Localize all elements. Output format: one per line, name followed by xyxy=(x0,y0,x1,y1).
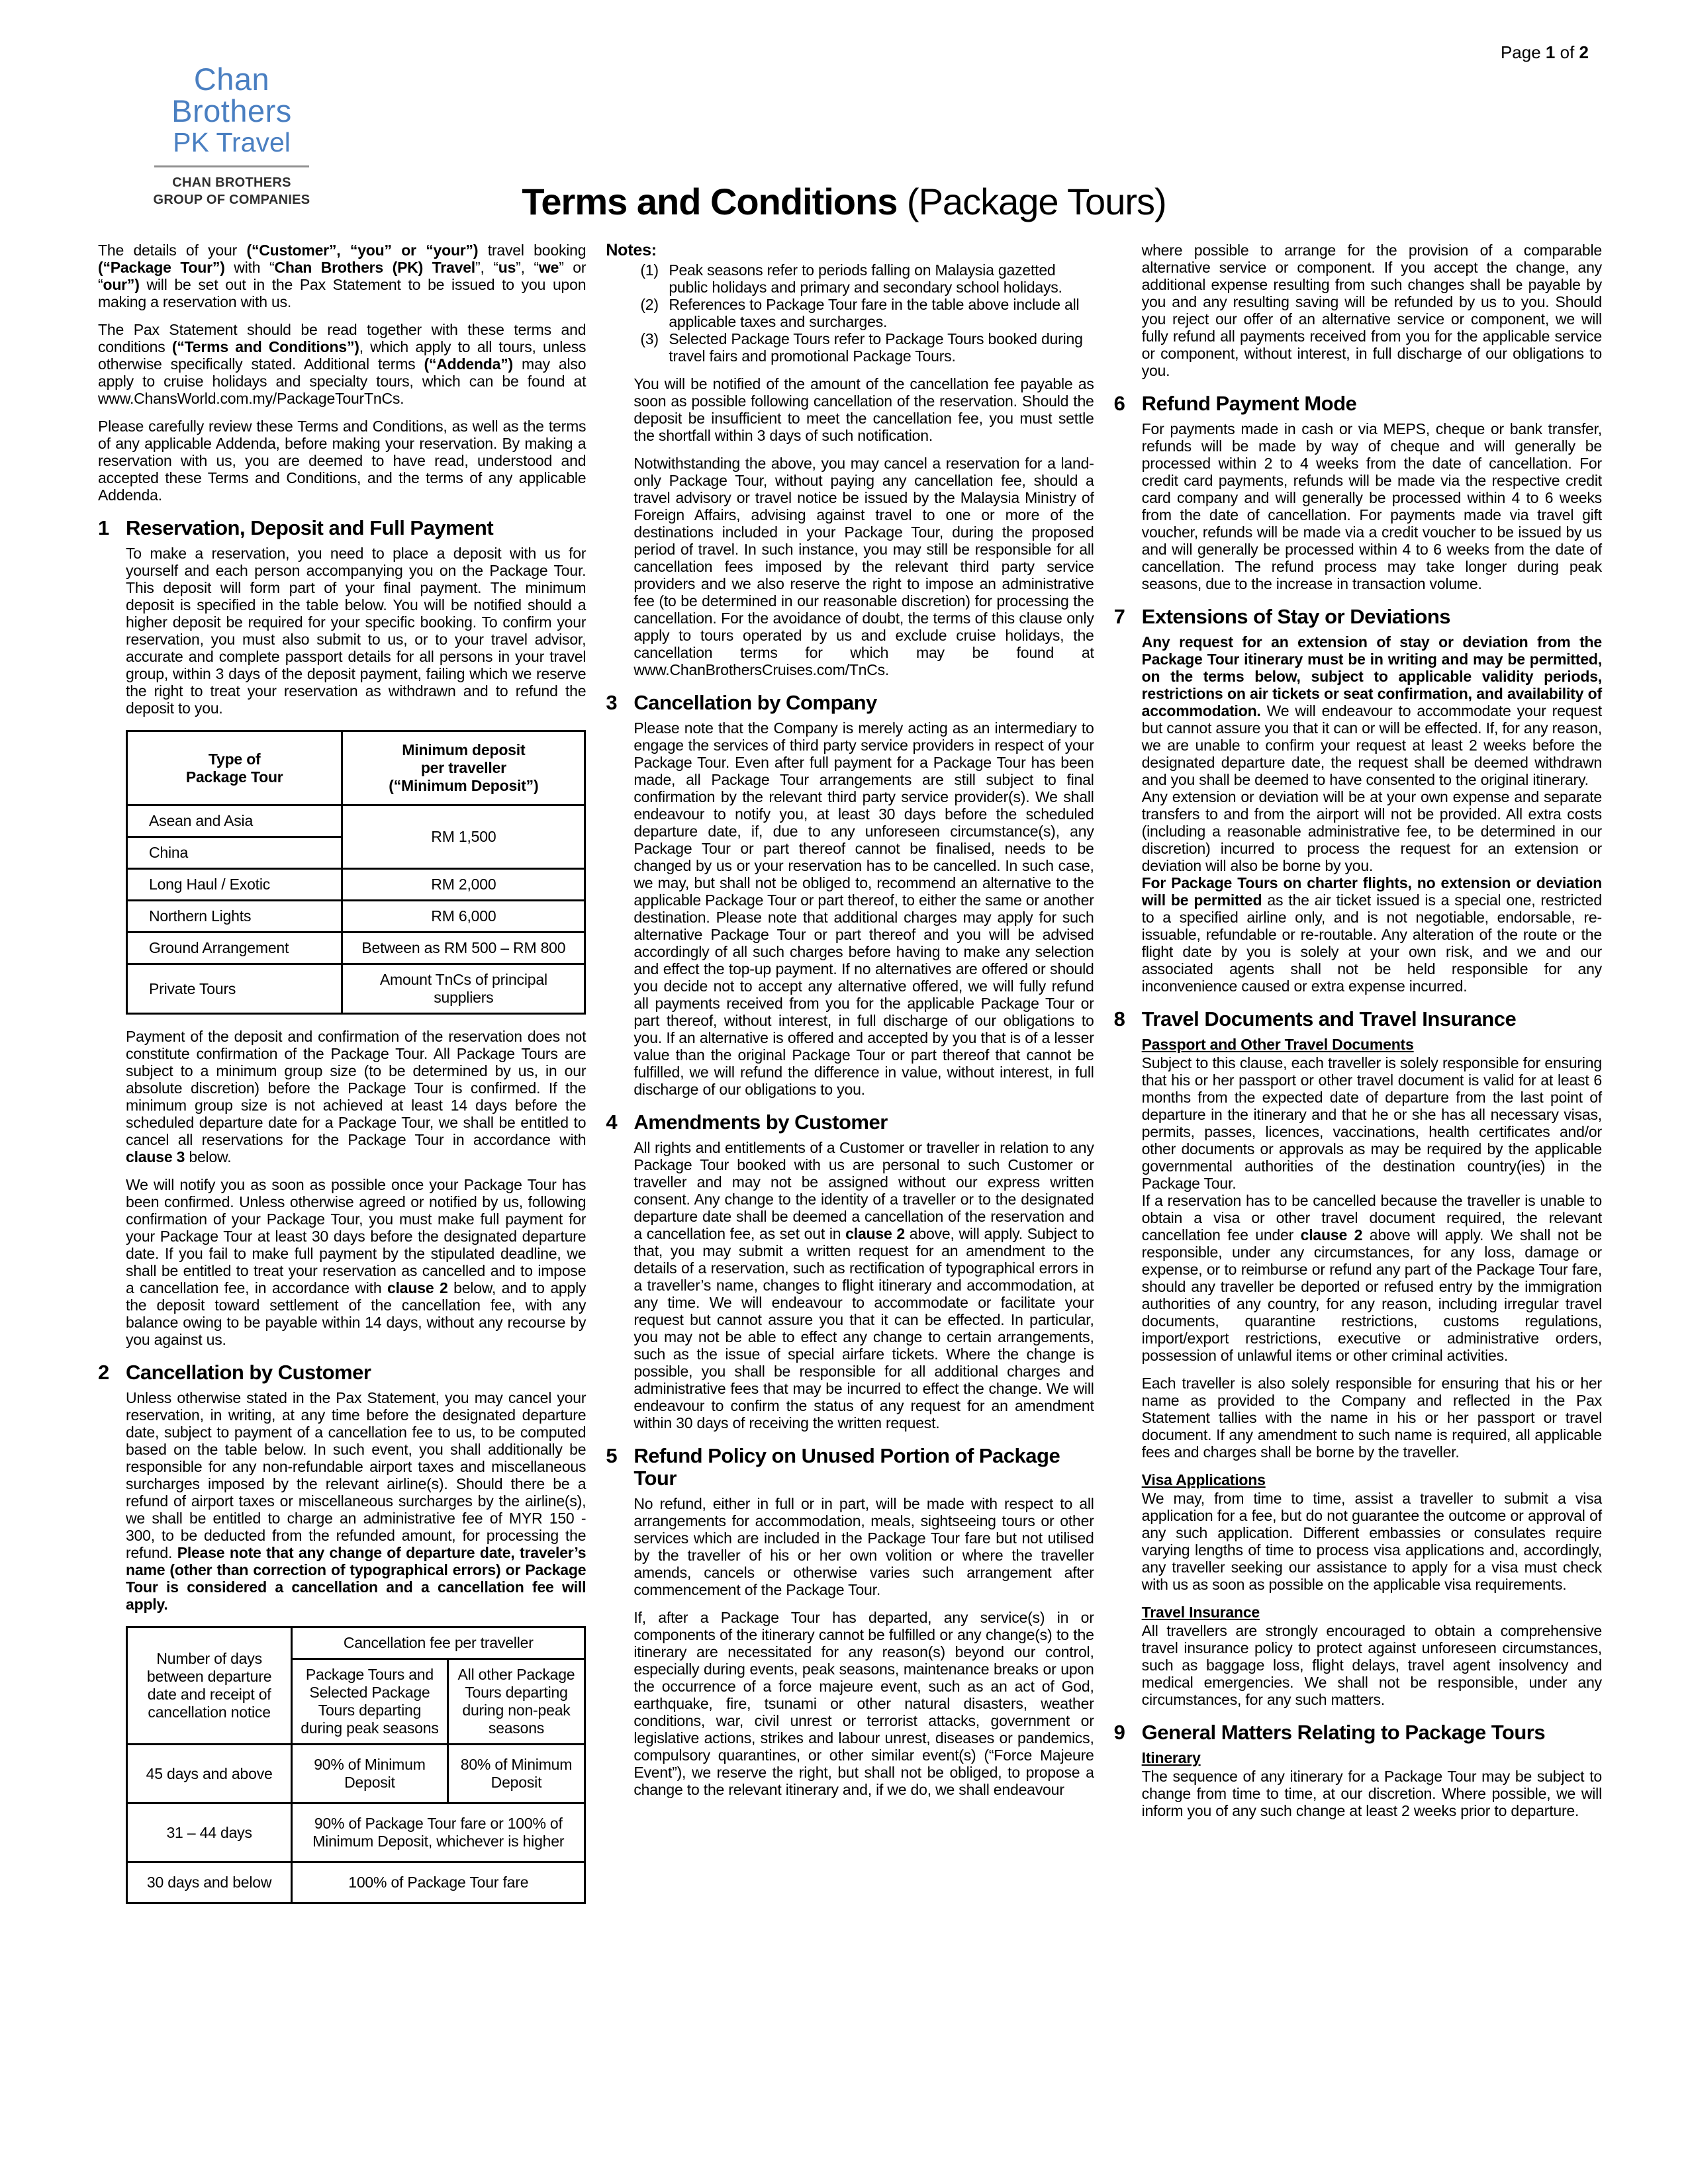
section-2-continued xyxy=(606,375,1094,678)
table-row xyxy=(127,964,585,1014)
column-2 xyxy=(606,242,1094,1798)
paragraph: Subject to this clause, each traveller is solely responsible for ensuring that his or her passport or other travel document is valid for at least 6 months from the expected date of departure from the last point of departure in the itinerary and that he or she has all necessary visas, permits, passes, licences, vaccinations, health certificates and/or other documents or approvals as may be required by the applicable governmental authorities of the destination country(ies) in the Package Tour. xyxy=(1141,1054,1602,1192)
intro-paragraph: The Pax Statement should be read together with these terms and conditions (“Terms and Conditions”), which apply to all tours, unless otherwise specifically stated. Additional terms (“Addenda”) may also apply to cruise holidays and specialty tours, which can be found at www.ChansWorld.com.my/PackageTourTnCs. xyxy=(98,321,586,407)
paragraph: All rights and entitlements of a Customer or traveller in relation to any Package Tour booked with us are personal to such Customer or traveller and may not be assigned without our express written consent. Any change to the identity of a traveller or to the designated departure date shall be deemed a cancellation of the reservation and a cancellation fee, as set out in clause 2 above, will apply. Subject to that, you may submit a written request for an amendment to the details of a reservation, such as rectification of typographical errors in a traveller’s name, changes to flight itinerary and accommodation, at any time. We will endeavour to accommodate or facilitate your request but cannot assure you that it can be effected. In particular, you may not be able to effect any change to certain arrangements, such as the issue of special airfare tickets. Where the change is possible, you shall be responsible for all additional charges and administrative fees that may be incurred to effect the change. We will endeavour to confirm the status of any request for an amendment within 30 days of receiving the written request. xyxy=(633,1139,1094,1432)
section-5-continued xyxy=(1114,242,1602,379)
paragraph: Notwithstanding the above, you may cancel a reservation for a land-only Package Tour, without paying any cancellation fee, should a travel advisory or travel notice be issued by the Malaysia Ministry of Foreign Affairs, advising against travel to one or more of the destinations included in your Package Tour, during the proposed period of travel. In such instance, you may still be responsible for all cancellation fees imposed by the relevant third party service providers and we also reserve the right to impose an administrative fee (to be determined in our reasonable discretion) for processing the cancellation. For the avoidance of doubt, the terms of this clause only apply to tours operated by us and exclude cruise holidays, the cancellation terms for which may be found at www.ChanBrothersCruises.com/TnCs. xyxy=(633,455,1094,678)
subsection-heading: Passport and Other Travel Documents xyxy=(1141,1036,1414,1053)
note-number: (1) xyxy=(640,261,659,279)
notes-label: Notes: xyxy=(606,241,657,259)
section-title: Cancellation by Customer xyxy=(126,1361,371,1384)
section-1-heading xyxy=(98,517,586,539)
subsection-heading: Itinerary xyxy=(1141,1749,1201,1766)
logo-divider xyxy=(154,165,309,167)
table-row xyxy=(127,1745,585,1803)
table-cell: RM 2,000 xyxy=(342,869,585,901)
note-text: References to Package Tour fare in the table above include all applicable taxes and surcharges. xyxy=(669,296,1080,330)
paragraph: To make a reservation, you need to place a deposit with us for yourself and each person accompanying you on the Package Tour. This deposit will form part of your final payment. The minimum deposit is specified in the table below. You will be notified should a higher deposit be required for your specific booking. To confirm your reservation, you must also submit to us, or to your travel advisor, accurate and complete passport details for all persons in your travel group, within 3 days of the deposit payment, failing which we reserve the right to treat your reservation as withdrawn and to refund the deposit to you. xyxy=(126,545,586,717)
table-row xyxy=(127,805,585,837)
table-cell: 100% of Package Tour fare xyxy=(292,1862,585,1903)
table-cell: Between as RM 500 – RM 800 xyxy=(342,933,585,964)
table-row xyxy=(127,1803,585,1862)
table-cell: 90% of Minimum Deposit xyxy=(292,1745,447,1803)
table-row xyxy=(127,1862,585,1903)
subsection-heading: Travel Insurance xyxy=(1141,1604,1260,1621)
section-3-body xyxy=(606,719,1094,1098)
page-title xyxy=(522,180,1166,223)
paragraph: For Package Tours on charter flights, no extension or deviation will be permitted as the air ticket issued is a special one, restricted to a specified airline only, and is not negotiable, endorsable, re-issuable, refundable or re-routable. Any alteration of the route or the flight date by you is solely at your own risk, and we and our associated agents shall not be held responsible for any inconvenience caused or extra expense incurred. xyxy=(1141,874,1602,995)
section-7-heading xyxy=(1114,606,1602,628)
paragraph: No refund, either in full or in part, will be made with respect to all arrangements for accommodation, meals, sightseeing tours or other services which are included in the Package Tour fare but not utilised by the traveller of his or her own volition or where the traveller amends, cancels or otherwise varies such arrangement after commencement of the Package Tour. xyxy=(633,1495,1094,1598)
table-cell: RM 1,500 xyxy=(342,805,585,869)
paragraph: If, after a Package Tour has departed, any service(s) in or components of the itinerary cannot be fulfilled or any change(s) to the itinerary are necessitated for any reason(s) beyond our control, especially during events, peak seasons, maintenance breaks or upon the occurrence of a force majeure event, such as an act of God, earthquake, fire, tsunami or other natural disasters, weather conditions, war, civil unrest or terrorist attacks, government or legislative actions, strikes and labour unrest, diseases or pandemics, compulsory quarantines, or other similar event(s) (“Force Majeure Event”), we reserve the right, but shall not be obliged, to propose a change to the relevant itinerary and, if we do, we shall endeavour xyxy=(633,1609,1094,1798)
page-title-sub: (Package Tours) xyxy=(906,181,1166,222)
intro-paragraph: Please carefully review these Terms and Conditions, as well as the terms of any applicable Addenda, before making your reservation. By making a reservation with us, you are deemed to have read, understood and accepted these Terms and Conditions, and the terms of any applicable Addenda. xyxy=(98,418,586,504)
logo-text-line: Brothers xyxy=(171,93,292,128)
table-row xyxy=(127,933,585,964)
table-cell: 30 days and below xyxy=(127,1862,292,1903)
section-9-body xyxy=(1114,1749,1602,1819)
section-4-body xyxy=(606,1139,1094,1432)
notes-block xyxy=(606,242,1094,365)
note-number: (3) xyxy=(640,330,659,347)
section-number: 1 xyxy=(98,516,109,539)
table-cell: Amount TnCs of principal suppliers xyxy=(342,964,585,1014)
table-cell: China xyxy=(127,837,342,869)
note-number: (2) xyxy=(640,296,659,313)
column-3 xyxy=(1114,242,1602,1830)
paragraph: The sequence of any itinerary for a Package Tour may be subject to change from time to time, at our discretion. Where possible, we will inform you of any such change at least 2 weeks prior to departure. xyxy=(1141,1768,1602,1819)
section-title: Refund Payment Mode xyxy=(1141,392,1357,415)
paragraph: Payment of the deposit and confirmation of the reservation does not constitute confirmation of the Package Tour. All Package Tours are subject to a minimum group size (to be determined by us, in our absolute discretion) before the Package Tour is confirmed. If the minimum group size is not achieved at least 14 days before the scheduled departure date for a Package Tour, we shall be entitled to cancel all reservations for the Package Tour in accordance with clause 3 below. xyxy=(126,1028,586,1165)
paragraph: Unless otherwise stated in the Pax Statement, you may cancel your reservation, in writing, at any time before the designated departure date, subject to payment of a cancellation fee to us, to be computed based on the table below. In such event, you shall additionally be responsible for any non-refundable airport taxes and miscellaneous surcharges imposed by the relevant airline(s). Should there be a refund of airport taxes or miscellaneous surcharges by the airline(s), we shall be entitled to charge an administrative fee of MYR 150 - 300, to be deducted from the refunded amount, for processing the refund. Please note that any change of departure date, traveler’s name (other than correction of typographical errors) or Package Tour is considered a cancellation and a cancellation fee will apply. xyxy=(126,1389,586,1613)
note-text: Peak seasons refer to periods falling on Malaysia gazetted public holidays and primary and secondary school holidays. xyxy=(669,261,1062,296)
paragraph: We will notify you as soon as possible once your Package Tour has been confirmed. Unless otherwise agreed or notified by us, following confirmation of your Package Tour, you must make full payment for your Package Tour at least 30 days before the designated departure date. If you fail to make full payment by the stipulated deadline, we shall be entitled to treat your reservation as cancelled and to impose a cancellation fee, in accordance with clause 2 below, and to apply the deposit toward settlement of the cancellation fee, with any balance owing to be payable within 14 days, without any recourse by you against us. xyxy=(126,1176,586,1348)
section-1-body xyxy=(98,545,586,1348)
table-header-cell: Type of Package Tour xyxy=(127,731,342,805)
section-2-heading xyxy=(98,1361,586,1384)
section-number: 2 xyxy=(98,1361,109,1384)
section-title: Cancellation by Company xyxy=(633,691,877,714)
paragraph: If a reservation has to be cancelled because the traveller is unable to obtain a visa or other travel document required, the relevant cancellation fee under clause 2 above will apply. We shall not be responsible, under any circumstances, for any loss, damage or expense, or to reimburse or refund any part of the Package Tour fare, should any traveller be deported or refused entry by the immigration authorities of any country, for any reason, including irregular travel documents, quarantine restrictions, customs regulations, import/export restrictions, executive or administrative orders, possession of unlawful items or other criminal activities. xyxy=(1141,1192,1602,1364)
table-row xyxy=(127,869,585,901)
section-title: General Matters Relating to Package Tours xyxy=(1141,1721,1546,1744)
table-cell: 45 days and above xyxy=(127,1745,292,1803)
paragraph: Any request for an extension of stay or deviation from the Package Tour itinerary must be in writing and may be permitted, on the terms below, subject to applicable validity periods, restrictions on air tickets or seat confirmation, and availability of accommodation. We will endeavour to accommodate your request but cannot assure you that it can or will be effected. If, for any reason, we are unable to confirm your request at least 2 weeks before the designated departure date, the request shall be deemed withdrawn and you shall be deemed to have consented to the original itinerary. xyxy=(1141,633,1602,788)
table-header-row xyxy=(127,1627,585,1659)
paragraph: Please note that the Company is merely acting as an intermediary to engage the services of third party service providers in respect of your Package Tour. Even after full payment for a Package Tour has been made, all Package Tour arrangements are still subject to final confirmation by the relevant third party service provider(s). We shall endeavour to notify you, at least 30 days before the scheduled departure date, if, due to any unforeseen circumstance(s), any Package Tour or part thereof cannot be finalised, needs to be changed by us or your reservation has to be cancelled. In such case, we may, but shall not be obliged to, recommend an alternative to the applicable Package Tour or part thereof, to either the same or another destination. Please note that additional charges may apply for such alternative Package Tour or part thereof and you will be advised accordingly of all such charges before having to make any selection and effect the top-up payment. If no alternatives are offered or should you decide not to accept any alternative offered, we will fully refund all payments received from you for the applicable Package Tour or part thereof, without interest, in full discharge of our obligations to you. If an alternative is offered and accepted by you that is of a lesser value than the original Package Tour or part thereof that cannot be fulfilled, we will refund the difference in value, without interest, in full discharge of our obligations to you. xyxy=(633,719,1094,1098)
table-header-cell: Minimum deposit per traveller (“Minimum Deposit”) xyxy=(342,731,585,805)
table-cell: Long Haul / Exotic xyxy=(127,869,342,901)
minimum-deposit-table xyxy=(126,730,586,1015)
document-header xyxy=(0,0,1688,242)
page-number: Page 1 of 2 xyxy=(1500,42,1589,62)
section-6-heading xyxy=(1114,392,1602,415)
page-title-main: Terms and Conditions xyxy=(522,181,898,222)
table-header-cell: Number of days between departure date and receipt of cancellation notice xyxy=(127,1627,292,1745)
table-header-row xyxy=(127,731,585,805)
paragraph: Each traveller is also solely responsible for ensuring that his or her name as provided to the Company and reflected in the Pax Statement tallies with the name in his or her passport or travel document. If any amendment to such name is required, all applicable fees and charges shall be borne by the traveller. xyxy=(1141,1375,1602,1461)
note-text: Selected Package Tours refer to Package Tours booked during travel fairs and promotional Package Tours. xyxy=(669,330,1083,365)
section-title: Refund Policy on Unused Portion of Package Tour xyxy=(633,1444,1060,1490)
subsection-heading: Visa Applications xyxy=(1141,1471,1266,1488)
section-title: Travel Documents and Travel Insurance xyxy=(1141,1007,1517,1030)
content-columns xyxy=(0,242,1688,1917)
table-cell: Northern Lights xyxy=(127,901,342,933)
section-5-heading xyxy=(606,1445,1094,1490)
note-item xyxy=(606,330,1094,365)
section-4-heading xyxy=(606,1111,1094,1134)
section-7-body xyxy=(1114,633,1602,995)
table-row xyxy=(127,901,585,933)
note-item xyxy=(606,261,1094,296)
section-6-body xyxy=(1114,420,1602,592)
section-number: 5 xyxy=(606,1444,618,1467)
paragraph: You will be notified of the amount of the cancellation fee payable as soon as possible following cancellation of the reservation. Should the deposit be insufficient to meet the cancellation fee, you must settle the shortfall within 3 days of such notification. xyxy=(633,375,1094,444)
table-cell: Asean and Asia xyxy=(127,805,342,837)
section-title: Amendments by Customer xyxy=(633,1111,888,1134)
logo-subtitle: CHAN BROTHERS GROUP OF COMPANIES xyxy=(153,175,310,208)
section-5-body xyxy=(606,1495,1094,1798)
chan-brothers-logo xyxy=(149,64,314,209)
section-number: 3 xyxy=(606,691,618,714)
section-8-heading xyxy=(1114,1008,1602,1030)
column-1 xyxy=(98,242,586,1917)
paragraph: For payments made in cash or via MEPS, cheque or bank transfer, refunds will be made by way of cheque and will generally be processed within 2 to 4 weeks from the date of cancellation. For credit card payments, refunds will be made via the respective credit card company and will generally be processed within 4 to 6 weeks from the date of cancellation. For payments made via travel gift voucher, refunds will be made via a credit voucher to be issued by us and will generally be processed within 4 to 6 weeks from the date of cancellation. The refund process may take longer during peak seasons, due to the increase in transaction volume. xyxy=(1141,420,1602,592)
logo-text-line: Chan xyxy=(193,62,270,97)
table-cell: Ground Arrangement xyxy=(127,933,342,964)
note-item xyxy=(606,296,1094,330)
table-cell: 80% of Minimum Deposit xyxy=(447,1745,585,1803)
table-cell: 90% of Package Tour fare or 100% of Minimum Deposit, whichever is higher xyxy=(292,1803,585,1862)
paragraph: Any extension or deviation will be at your own expense and separate transfers to and from the airport will not be provided. All extra costs (including a reasonable administrative fee, to be determined in our discretion) incurred to process the request for an extension or deviation will also be borne by you. xyxy=(1141,788,1602,874)
section-number: 4 xyxy=(606,1111,618,1134)
section-number: 8 xyxy=(1113,1007,1125,1030)
section-title: Reservation, Deposit and Full Payment xyxy=(126,516,494,539)
table-cell: RM 6,000 xyxy=(342,901,585,933)
paragraph: where possible to arrange for the provision of a comparable alternative service or component. If you accept the change, any additional expense resulting from such changes shall be payable by you and any resulting saving will be refunded by us to you. Should you reject our offer of an alternative service or component, we will fully refund all payments received from you for the applicable service or component, without interest, in full discharge of our obligations to you. xyxy=(1141,242,1602,379)
table-header-cell: Package Tours and Selected Package Tours departing during peak seasons xyxy=(292,1659,447,1745)
paragraph: We may, from time to time, assist a traveller to submit a visa application for a fee, but do not guarantee the outcome or approval of any such application. Different embassies or consulates require varying lengths of time to process visa applications and, accordingly, any traveller seeking our assistance to apply for a visa must check with us as soon as possible on the applicable visa requirements. xyxy=(1141,1490,1602,1593)
table-header-cell: Cancellation fee per traveller xyxy=(292,1627,585,1659)
section-3-heading xyxy=(606,692,1094,714)
section-9-heading xyxy=(1114,1721,1602,1744)
section-number: 6 xyxy=(1113,392,1125,415)
table-cell: Private Tours xyxy=(127,964,342,1014)
cancellation-fee-table xyxy=(126,1626,586,1904)
intro-paragraph: The details of your (“Customer”, “you” or “your”) travel booking (“Package Tour”) with “Chan Brothers (PK) Travel”, “us”, “we” or “our”) will be set out in the Pax Statement to be issued to you upon making a reservation with us. xyxy=(98,242,586,310)
logo-text-line: PK Travel xyxy=(173,127,291,158)
section-number: 9 xyxy=(1113,1721,1125,1744)
section-8-body xyxy=(1114,1036,1602,1708)
paragraph: All travellers are strongly encouraged to obtain a comprehensive travel insurance policy to protect against unforeseen circumstances, such as baggage loss, flight delays, travel agent insolvency and medical emergencies. We shall not be responsible, under any circumstances, for any such matters. xyxy=(1141,1622,1602,1708)
section-2-body xyxy=(98,1389,586,1904)
section-title: Extensions of Stay or Deviations xyxy=(1141,605,1451,628)
table-cell: 31 – 44 days xyxy=(127,1803,292,1862)
section-number: 7 xyxy=(1113,605,1125,628)
table-header-cell: All other Package Tours departing during non-peak seasons xyxy=(447,1659,585,1745)
